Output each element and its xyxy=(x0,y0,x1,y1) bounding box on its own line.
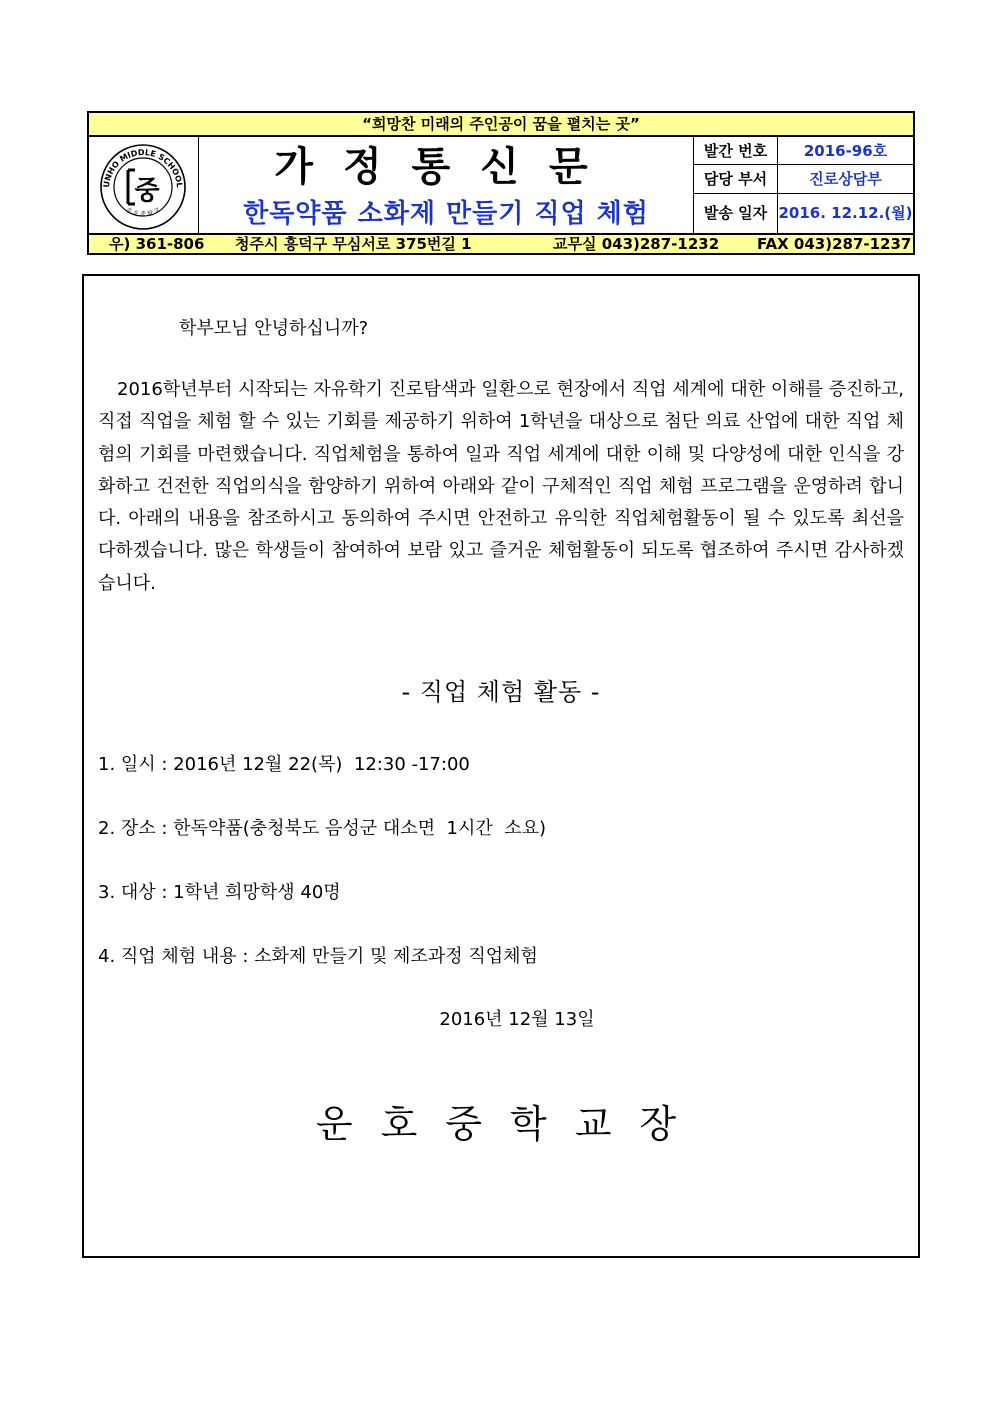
postal-code: 우) 361-806 xyxy=(109,235,205,253)
info-value: 2016-96호 xyxy=(803,142,888,160)
send-date-row xyxy=(694,194,913,233)
info-label: 담당 부서 xyxy=(694,165,778,193)
department-row xyxy=(694,165,913,194)
svg-text:운 호 중 학 교 xyxy=(125,206,162,218)
info-value: 2016. 12.12.(월) xyxy=(778,204,913,222)
info-value: 진로상담부 xyxy=(809,170,882,188)
list-item: 1. 일시 : 2016년 12월 22(목) 12:30 -17:00 xyxy=(98,754,470,775)
intro-paragraph: 2016학년부터 시작되는 자유학기 진로탐색과 일환으로 현장에서 직업 세계에 대한 이해를 증진하고, 직접 직업을 체험 할 수 있는 기회를 제공하기 위하여 1학년을 대상으로 첨단 의료 산업에 대한 직업 체험의 기회를 마련했습니다. 직업체험을 통하여 일과 직업 세계에 대한 이해 및 다양성에 대한 인식을 강화하고 건전한 직업의식을 함양하기 위하여 아래와 같이 구체적인 직업 체험 프로그램을 운영하려 합니다. 아래의 내용을 참조하시고 동의하여 주시면 안전하고 유익한 직업체험활동이 될 수 있도록 최선을 다하겠습니다. 많은 학생들이 참여하여 보람 있고 즐거운 체험활동이 되도록 협조하여 주시면 감사하겠습니다. xyxy=(98,379,904,594)
school-emblem xyxy=(95,139,191,231)
logo-bottom-text: 운 호 중 학 교 xyxy=(124,206,162,219)
fax-number: FAX 043)287-1237 xyxy=(757,235,912,253)
list-item: 4. 직업 체험 내용 : 소화제 만들기 및 제조과정 직업체험 xyxy=(98,946,538,967)
newsletter-subtitle: 한독약품 소화제 만들기 직업 체험 xyxy=(243,199,649,229)
info-label: 발간 번호 xyxy=(694,137,778,164)
school-motto: “희망찬 미래의 주인공이 꿈을 펼치는 곳” xyxy=(89,113,913,137)
title-cell xyxy=(199,137,694,233)
issue-number-row xyxy=(694,137,913,165)
office-phone: 교무실 043)287-1232 xyxy=(553,235,720,253)
logo-center-text: 중 xyxy=(134,176,160,206)
address-bar xyxy=(89,233,913,253)
letter-body xyxy=(82,274,920,1258)
school-logo-cell xyxy=(89,137,199,233)
issue-info-grid xyxy=(694,137,913,233)
list-item: 2. 장소 : 한독약품(충청북도 음성군 대소면 1시간 소요) xyxy=(98,818,546,839)
list-item: 3. 대상 : 1학년 희망학생 40명 xyxy=(98,882,341,903)
section-title: - 직업 체험 활동 - xyxy=(401,678,601,706)
greeting: 학부모님 안녕하십니까? xyxy=(179,318,369,339)
logo-ring-text: UNHO MIDDLE SCHOOL xyxy=(101,147,185,189)
letter-date: 2016년 12월 13일 xyxy=(439,1009,595,1030)
street-address: 청주시 흥덕구 무심서로 375번길 1 xyxy=(235,235,472,253)
info-label: 발송 일자 xyxy=(694,194,778,233)
newsletter-title: 가정통신문 xyxy=(274,143,618,190)
newsletter-header xyxy=(87,111,915,255)
principal-signature: 운호중학교장 xyxy=(315,1102,705,1146)
